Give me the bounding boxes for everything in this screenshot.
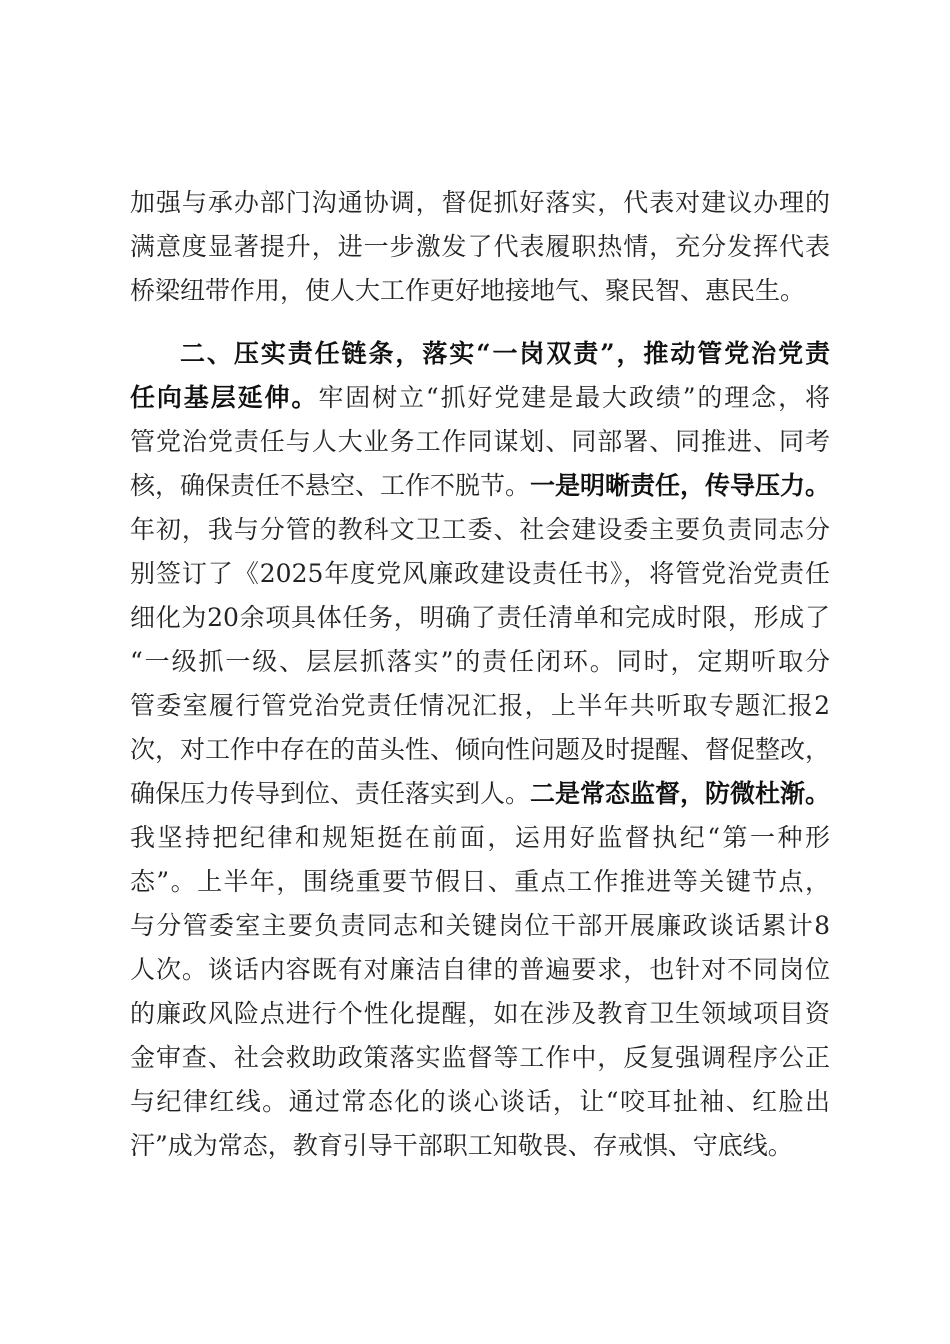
- paragraph-line: 年初，我与分管的教科文卫工委、社会建设委主要负责同志分: [130, 515, 830, 544]
- paragraph-text: 核，确保责任不悬空、工作不脱节。: [130, 471, 531, 500]
- paragraph-line: 态”。上半年，围绕重要节假日、重点工作推进等关键节点，: [130, 867, 830, 896]
- section-heading-end: 任向基层延伸。: [130, 383, 319, 412]
- paragraph-line: 桥梁纽带作用，使人大工作更好地接地气、聚民智、惠民生。: [130, 276, 806, 305]
- paragraph-line: 加强与承办部门沟通协调，督促抓好落实，代表对建议办理的: [130, 188, 830, 217]
- paragraph-line: 满意度显著提升，进一步激发了代表履职热情，充分发挥代表: [130, 232, 830, 261]
- paragraph-line: “一级抓一级、层层抓落实”的责任闭环。同时，定期听取分: [130, 647, 830, 676]
- paragraph-line: 管党治党责任与人大业务工作同谋划、同部署、同推进、同考: [130, 427, 830, 456]
- paragraph-line: 与纪律红线。通过常态化的谈心谈话，让“咬耳扯袖、红脸出: [130, 1087, 830, 1116]
- paragraph-line: 我坚持把纪律和规矩挺在前面，运用好监督执纪“第一种形: [130, 823, 830, 852]
- paragraph-line: [130, 774, 830, 814]
- paragraph-line: 的廉政风险点进行个性化提醒，如在涉及教育卫生领域项目资: [130, 999, 830, 1028]
- paragraph-text: 确保压力传导到位、责任落实到人。: [130, 779, 531, 808]
- paragraph-line: 次，对工作中存在的苗头性、倾向性问题及时提醒、督促整改，: [130, 735, 831, 764]
- subheading-two: 二是常态监督，防微杜渐。: [530, 779, 831, 808]
- paragraph-line: 别签订了《2025年度党风廉政建设责任书》，将管党治党责任: [130, 559, 830, 588]
- paragraph-line: 与分管委室主要负责同志和关键岗位干部开展廉政谈话累计8: [130, 911, 830, 940]
- paragraph-line: [130, 466, 830, 506]
- paragraph-line: [130, 378, 830, 418]
- subheading-one: 一是明晰责任，传导压力。: [530, 471, 831, 500]
- section-heading: 二、压实责任链条，落实“一岗双责”，推动管党治党责: [180, 339, 830, 368]
- paragraph-line: 细化为20余项具体任务，明确了责任清单和完成时限，形成了: [130, 603, 830, 632]
- paragraph-line: 汗”成为常态，教育引导干部职工知敬畏、存戒惧、守底线。: [130, 1131, 793, 1160]
- paragraph-line: 人次。谈话内容既有对廉洁自律的普遍要求，也针对不同岗位: [130, 955, 830, 984]
- paragraph-line: 金审查、社会救助政策落实监督等工作中，反复强调程序公正: [130, 1043, 830, 1072]
- paragraph-text: 牢固树立“抓好党建是最大政绩”的理念，将: [318, 383, 830, 412]
- paragraph-line: 管委室履行管党治党责任情况汇报，上半年共听取专题汇报2: [130, 691, 830, 720]
